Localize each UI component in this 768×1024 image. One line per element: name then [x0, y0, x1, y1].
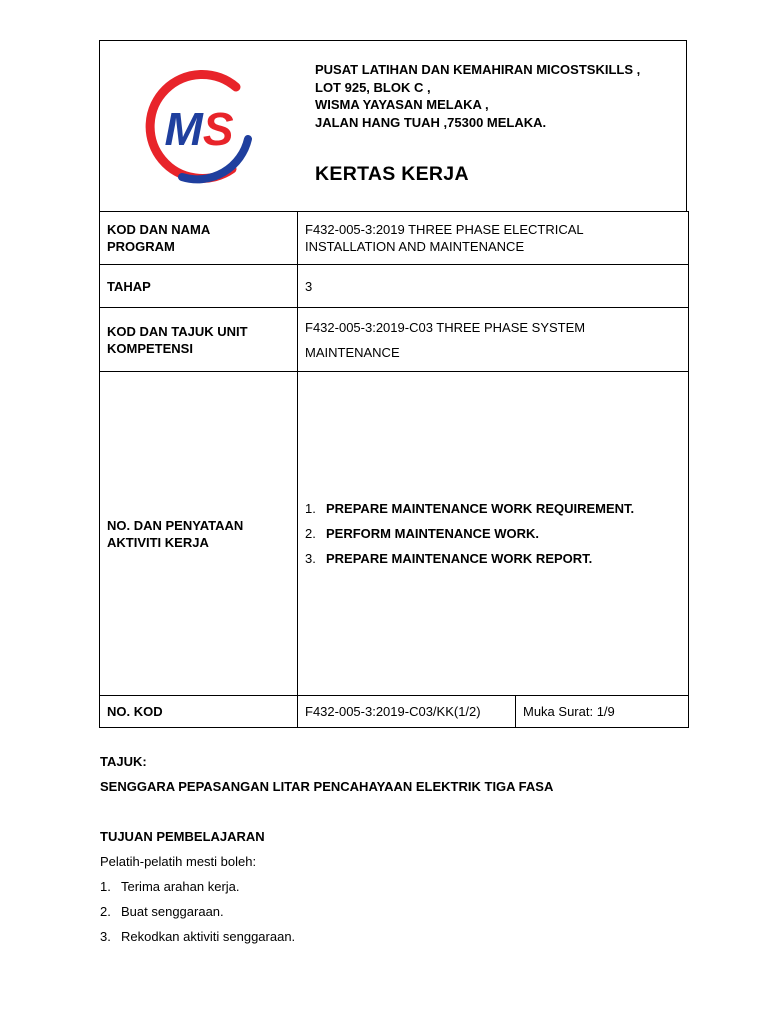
svg-text:MS: MS [164, 103, 234, 155]
org-line: JALAN HANG TUAH ,75300 MELAKA. [315, 114, 547, 130]
page-number: Muka Surat: 1/9 [516, 696, 689, 728]
document-title: KERTAS KERJA [315, 163, 469, 185]
program-value: F432-005-3:2019 THREE PHASE ELECTRICAL INSTALLATION AND MAINTENANCE [298, 212, 689, 265]
org-line: WISMA YAYASAN MELAKA , [315, 97, 489, 112]
code-value: F432-005-3:2019-C03/KK(1/2) [298, 696, 516, 728]
org-line: LOT 925, BLOK C , [315, 79, 431, 95]
list-item: 3. Rekodkan aktiviti senggaraan. [100, 929, 296, 944]
micostskills-logo [136, 65, 260, 189]
list-item: 2. Buat senggaraan. [100, 904, 224, 919]
activities-list [305, 496, 681, 571]
organization-address [315, 61, 640, 131]
topic-heading: TAJUK: [100, 754, 147, 769]
document-header [99, 40, 687, 211]
list-item: 1. Terima arahan kerja. [100, 879, 240, 894]
org-line: PUSAT LATIHAN DAN KEMAHIRAN MICOSTSKILLS , [315, 62, 641, 77]
topic-text: SENGGARA PEPASANGAN LITAR PENCAHAYAAN ELEKTRIK TIGA FASA [100, 779, 554, 794]
objectives-list [100, 874, 295, 949]
objectives-heading: TUJUAN PEMBELAJARAN [100, 829, 265, 844]
table-row [100, 308, 689, 372]
level-label: TAHAP [100, 265, 298, 308]
code-label: NO. KOD [100, 696, 298, 728]
list-item: 2. PERFORM MAINTENANCE WORK. [305, 526, 540, 541]
list-item: 3. PREPARE MAINTENANCE WORK REPORT. [305, 551, 593, 566]
list-item: 1. PREPARE MAINTENANCE WORK REQUIREMENT. [305, 501, 635, 516]
objectives-intro: Pelatih-pelatih mesti boleh: [100, 854, 257, 869]
activities-value [298, 372, 689, 696]
table-row [100, 696, 689, 728]
table-row [100, 265, 689, 308]
table-row [100, 212, 689, 265]
program-info-table [99, 211, 689, 728]
unit-value: F432-005-3:2019-C03 THREE PHASE SYSTEM MAINTENANCE [298, 308, 689, 372]
unit-label: KOD DAN TAJUK UNIT KOMPETENSI [100, 308, 298, 372]
program-label: KOD DAN NAMA PROGRAM [100, 212, 298, 265]
activities-label: NO. DAN PENYATAAN AKTIVITI KERJA [100, 372, 298, 696]
level-value: 3 [298, 265, 689, 308]
table-row [100, 372, 689, 696]
